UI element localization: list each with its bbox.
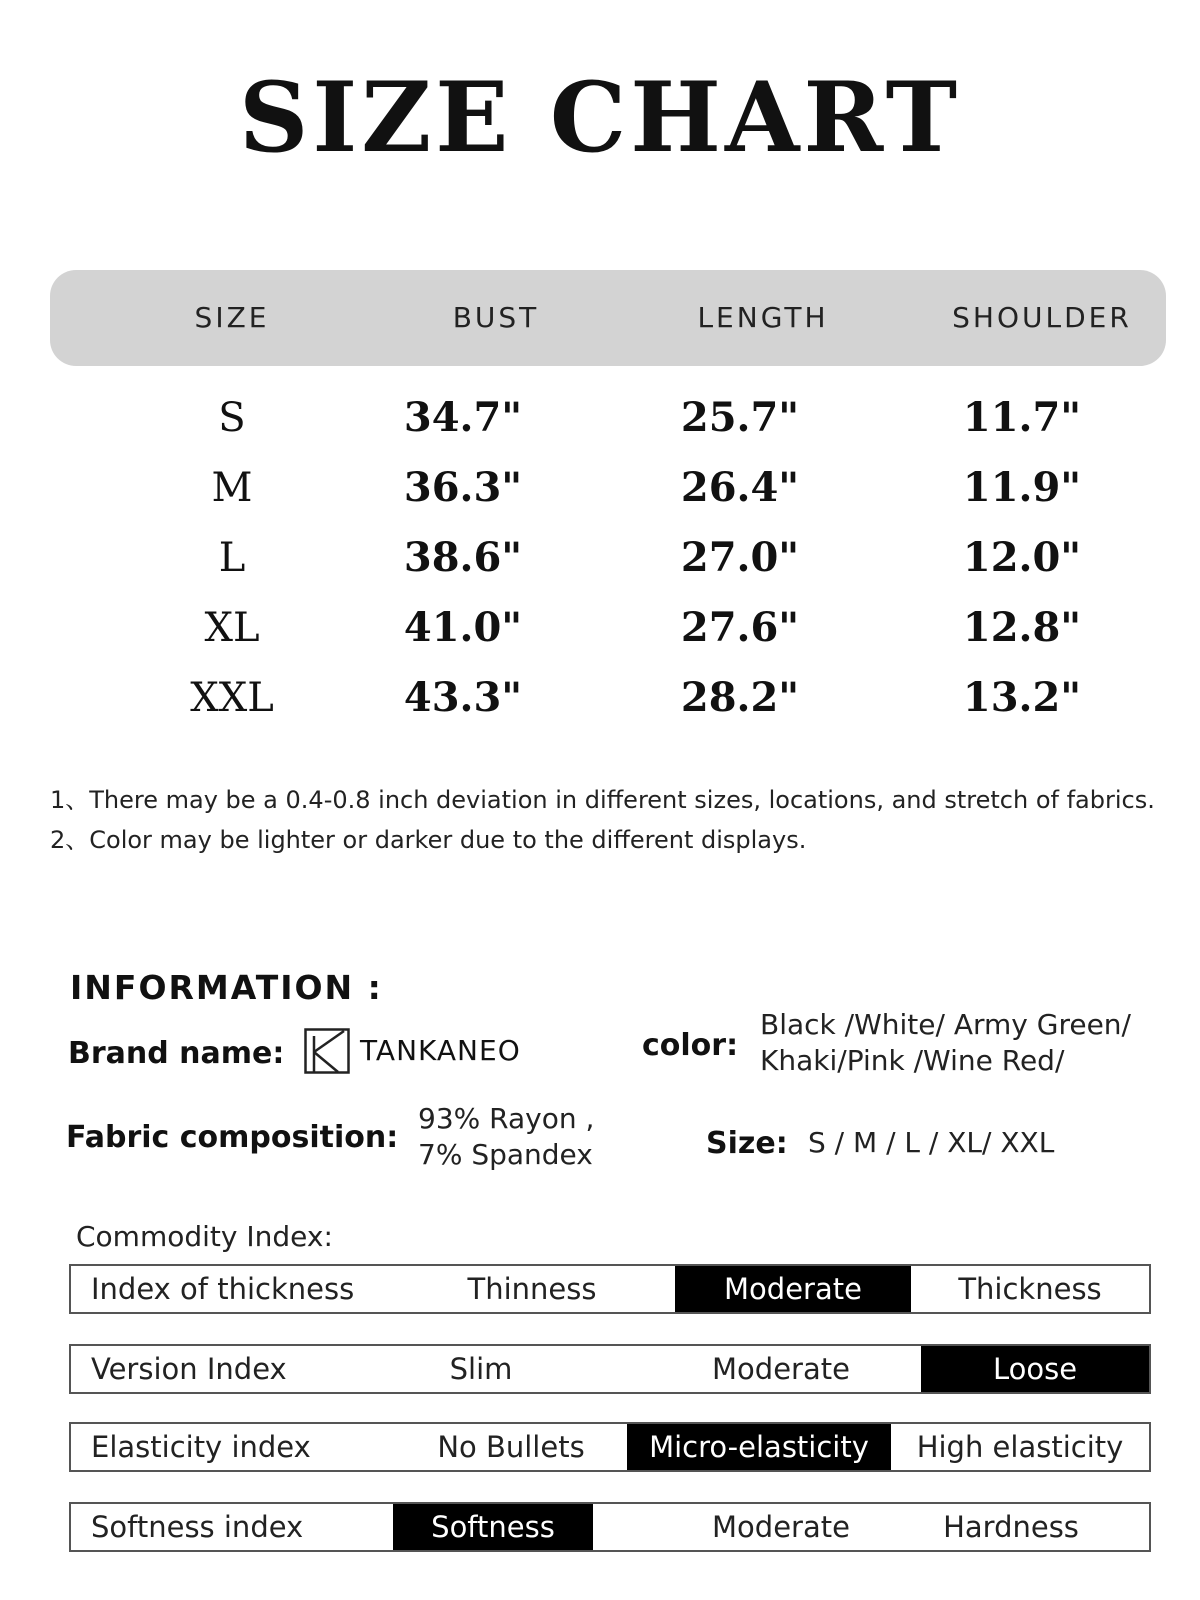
cell-bust: 36.3": [403, 464, 523, 511]
index-label: Softness index: [91, 1510, 304, 1544]
color-line-1: Black /White/ Army Green/: [760, 1008, 1131, 1041]
fabric-label: Fabric composition:: [66, 1120, 399, 1155]
cell-shoulder: 13.2": [962, 674, 1082, 721]
size-value: S / M / L / XL/ XXL: [808, 1126, 1055, 1159]
cell-shoulder: 12.8": [962, 604, 1082, 651]
softness-index-row: [69, 1502, 1151, 1552]
brand-logo-icon: [304, 1028, 350, 1074]
version-index-row: [69, 1344, 1151, 1394]
option-loose-selected: Loose: [921, 1346, 1149, 1392]
option-slim: Slim: [449, 1352, 513, 1386]
index-label: Version Index: [91, 1352, 287, 1386]
header-bust: BUST: [452, 301, 540, 334]
cell-shoulder: 12.0": [962, 534, 1082, 581]
cell-bust: 43.3": [403, 674, 523, 721]
option-moderate: Moderate: [712, 1510, 850, 1544]
cell-length: 26.4": [680, 464, 800, 511]
fabric-line-2: 7% Spandex: [418, 1138, 593, 1171]
cell-size: L: [218, 535, 246, 581]
size-table-header: [50, 270, 1166, 366]
commodity-index-heading: Commodity Index:: [76, 1220, 333, 1253]
option-thinness: Thinness: [467, 1272, 597, 1306]
cell-shoulder: 11.9": [962, 464, 1082, 511]
cell-length: 27.0": [680, 534, 800, 581]
table-row: [0, 383, 1200, 453]
cell-bust: 34.7": [403, 394, 523, 441]
note-color: 2、Color may be lighter or darker due to the different displays.: [50, 826, 807, 854]
cell-length: 25.7": [680, 394, 800, 441]
option-high-elasticity: High elasticity: [916, 1430, 1124, 1464]
brand-name: TANKANEO: [360, 1034, 521, 1067]
page-title: SIZE CHART: [238, 61, 962, 174]
option-softness-selected: Softness: [393, 1504, 593, 1550]
cell-bust: 41.0": [403, 604, 523, 651]
information-heading: INFORMATION :: [70, 968, 383, 1007]
cell-size: XXL: [190, 675, 274, 721]
note-deviation: 1、There may be a 0.4-0.8 inch deviation in different sizes, locations, and stretch of fabrics.: [50, 786, 1155, 814]
option-hardness: Hardness: [943, 1510, 1079, 1544]
option-no-bullets: No Bullets: [437, 1430, 585, 1464]
table-row: [0, 593, 1200, 663]
elasticity-index-row: [69, 1422, 1151, 1472]
header-length: LENGTH: [697, 301, 829, 334]
option-micro-elasticity-selected: Micro-elasticity: [627, 1424, 891, 1470]
size-label: Size:: [706, 1126, 788, 1161]
cell-bust: 38.6": [403, 534, 523, 581]
cell-length: 27.6": [680, 604, 800, 651]
color-label: color:: [642, 1028, 739, 1063]
index-label: Index of thickness: [91, 1272, 355, 1306]
cell-length: 28.2": [680, 674, 800, 721]
table-row: [0, 453, 1200, 523]
cell-size: S: [218, 395, 246, 441]
cell-size: M: [211, 465, 253, 511]
notes: [50, 780, 1155, 860]
header-size: SIZE: [194, 301, 270, 334]
option-moderate: Moderate: [712, 1352, 850, 1386]
brand-label: Brand name:: [68, 1036, 285, 1071]
option-moderate-selected: Moderate: [675, 1266, 911, 1312]
color-line-2: Khaki/Pink /Wine Red/: [760, 1044, 1065, 1077]
cell-size: XL: [204, 605, 260, 651]
header-shoulder: SHOULDER: [952, 301, 1132, 334]
table-row: [0, 523, 1200, 593]
thickness-index-row: [69, 1264, 1151, 1314]
index-label: Elasticity index: [91, 1430, 311, 1464]
cell-shoulder: 11.7": [962, 394, 1082, 441]
option-thickness: Thickness: [958, 1272, 1102, 1306]
table-row: [0, 663, 1200, 733]
fabric-line-1: 93% Rayon ,: [418, 1102, 595, 1135]
